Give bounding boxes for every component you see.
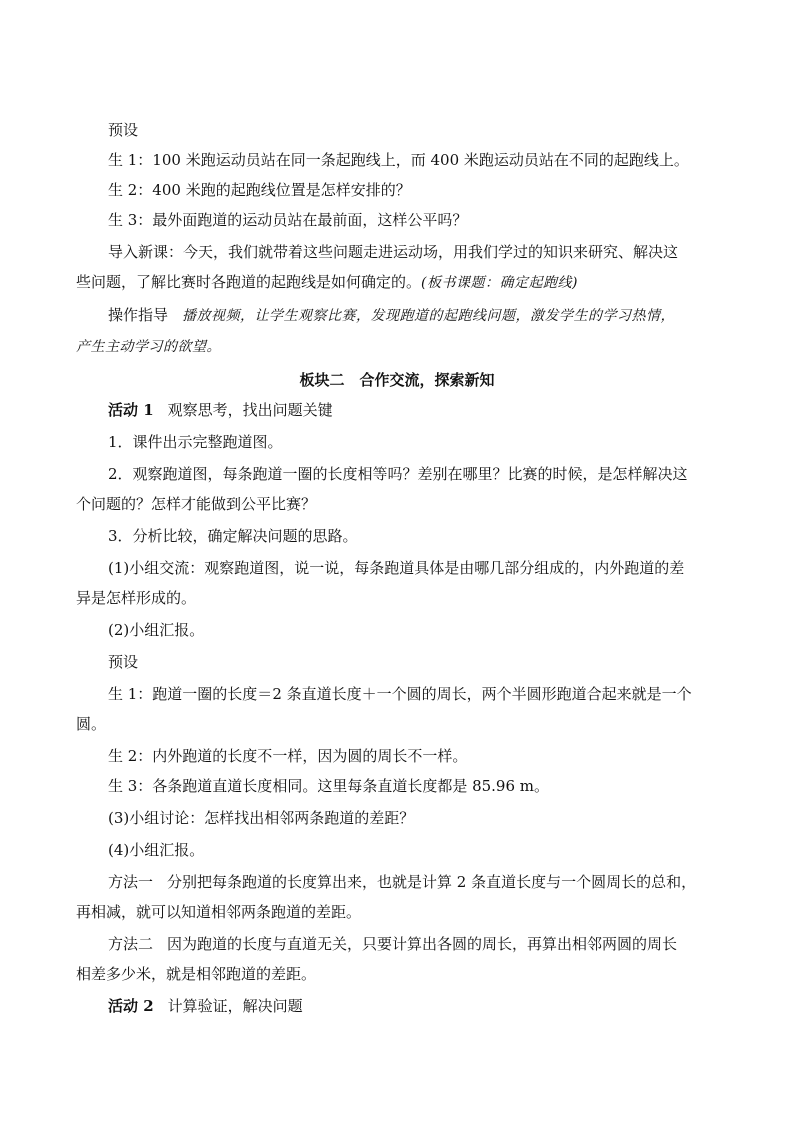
method1-text: 分别把每条跑道的长度算出来，也就是计算 2 条直道长度与一个圆周长的总和， bbox=[167, 873, 697, 891]
step-3: 3．分析比较，确定解决问题的思路。 bbox=[108, 527, 358, 545]
student3-answer: 生 3：各条跑道直道长度相同。这里每条直道长度都是 85.96 m。 bbox=[108, 777, 550, 795]
board-title-note: (板书课题：确定起跑线) bbox=[421, 275, 578, 291]
paragraph-operation-guide bbox=[108, 305, 728, 326]
paragraph-preset-label: 预设 bbox=[108, 121, 139, 139]
method1-line2: 再相减，就可以知道相邻两条跑道的差距。 bbox=[76, 903, 362, 921]
paragraph-student3: 生 3：最外面跑道的运动员站在最前面，这样公平吗？ bbox=[108, 211, 468, 229]
paragraph-student2: 生 2：400 米跑的起跑线位置是怎样安排的？ bbox=[108, 181, 411, 199]
paragraph-operation-guide-cont: 产生主动学习的欲望。 bbox=[76, 339, 221, 355]
method1-label: 方法一 bbox=[108, 873, 154, 891]
step-1: 1．课件出示完整跑道图。 bbox=[108, 433, 283, 451]
method2-label: 方法二 bbox=[108, 935, 154, 953]
activity2-label: 活动 2 bbox=[108, 997, 154, 1015]
section-heading: 板块二 合作交流，探索新知 bbox=[299, 371, 495, 389]
student1-answer-line2: 圆。 bbox=[76, 715, 107, 733]
group-report-2: (2)小组汇报。 bbox=[108, 621, 205, 639]
student2-answer: 生 2：内外跑道的长度不一样，因为圆的周长不一样。 bbox=[108, 747, 468, 765]
activity1-label: 活动 1 bbox=[108, 401, 154, 419]
paragraph-student1: 生 1：100 米跑运动员站在同一条起跑线上，而 400 米跑运动员站在不同的起跑线上。 bbox=[108, 151, 689, 169]
step-2-line1: 2．观察跑道图，每条跑道一圈的长度相等吗？差别在哪里？比赛的时候，是怎样解决这 bbox=[108, 465, 688, 483]
method2-line1 bbox=[108, 934, 728, 954]
method2-text: 因为跑道的长度与直道无关，只要计算出各圆的周长，再算出相邻两圆的周长 bbox=[167, 935, 678, 953]
activity1-heading bbox=[108, 400, 728, 420]
step-2-line2: 个问题的？怎样才能做到公平比赛？ bbox=[76, 495, 317, 513]
paragraph-intro-line1: 导入新课：今天，我们就带着这些问题走进运动场，用我们学过的知识来研究、解决这 bbox=[108, 243, 679, 261]
student1-answer-line1: 生 1：跑道一圈的长度＝2 条直道长度＋一个圆的周长，两个半圆形跑道合起来就是一个 bbox=[108, 685, 692, 703]
activity1-title: 观察思考，找出问题关键 bbox=[167, 401, 333, 419]
operation-guide-text: 播放视频，让学生观察比赛，发现跑道的起跑线问题，激发学生的学习热情， bbox=[182, 308, 676, 324]
operation-guide-label: 操作指导 bbox=[108, 306, 169, 324]
group-discussion-3: (3)小组讨论：怎样找出相邻两条跑道的差距？ bbox=[108, 809, 415, 827]
paragraph-intro-line2 bbox=[76, 272, 696, 293]
group-exchange-line1: (1)小组交流：观察跑道图，说一说，每条跑道具体是由哪几部分组成的，内外跑道的差 bbox=[108, 559, 685, 577]
method1-line1 bbox=[108, 872, 728, 892]
group-exchange-line2: 异是怎样形成的。 bbox=[76, 589, 197, 607]
preset-label-2: 预设 bbox=[108, 653, 139, 671]
activity2-heading bbox=[108, 996, 728, 1016]
method2-line2: 相差多少米，就是相邻跑道的差距。 bbox=[76, 965, 317, 983]
group-report-4: (4)小组汇报。 bbox=[108, 841, 205, 859]
intro-text: 些问题，了解比赛时各跑道的起跑线是如何确定的。 bbox=[76, 273, 422, 291]
activity2-title: 计算验证，解决问题 bbox=[167, 997, 303, 1015]
